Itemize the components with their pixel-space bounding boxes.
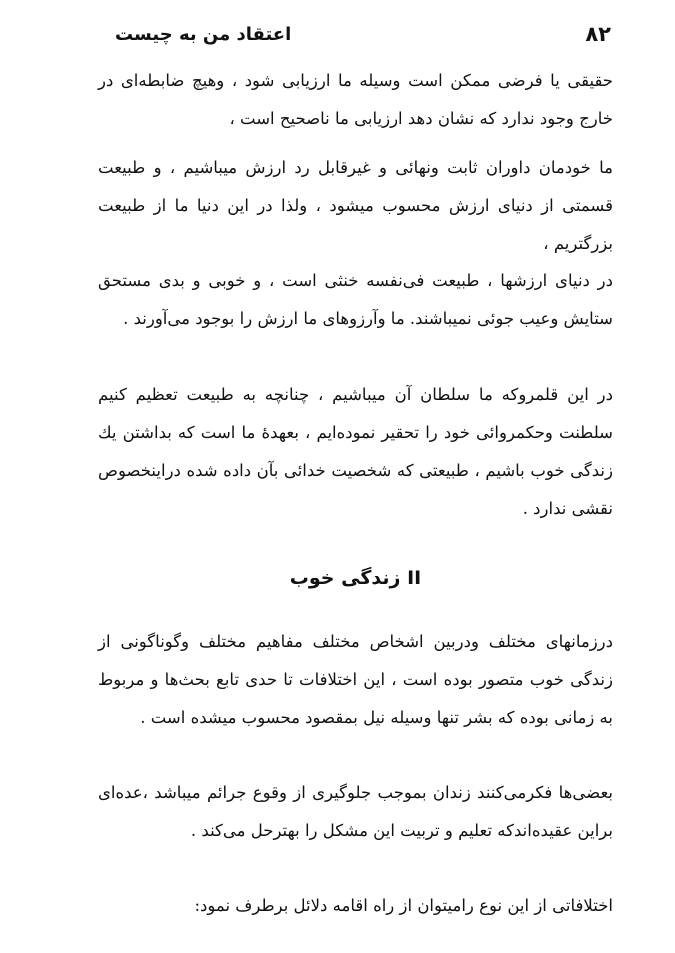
paragraph-1 xyxy=(98,62,613,138)
paragraph-text: اختلافاتی از این نوع رامیتوان از راه اقامه دلائل برطرف نمود: xyxy=(194,896,613,915)
page-header xyxy=(115,18,611,50)
running-title: اعتقاد من به چیست xyxy=(115,23,292,45)
paragraph-text: در این قلمروکه ما سلطان آن میباشیم ، چنانچه به طبیعت تعظیم کنیم سلطنت وحکمروائی خود را تحقیر نموده‌ایم ، بعهدهٔ ما است که بداشتن یك زندگی خوب باشیم ، طبیعتی که شخصیت خدائی بآن داده شده دراینخصوص نقشی ندارد . xyxy=(98,385,613,518)
paragraph-text: درزمانهای مختلف ودربین اشخاص مختلف مفاهیم مختلف وگوناگونی از زندگی خوب متصور بوده است ، این اختلافات تا حدی تابع بحث‌ها و مربوط به زمانی بوده که بشر تنها وسیله نیل بمقصود محسوب میشده است . xyxy=(98,632,613,727)
paragraph-2 xyxy=(98,149,613,263)
paragraph-3 xyxy=(98,262,613,338)
paragraph-6 xyxy=(98,774,613,850)
section-numeral: II xyxy=(407,567,422,589)
paragraph-text: بعضی‌ها فکرمی‌کنند زندان بموجب جلوگیری از وقوع جرائم میباشد ،عده‌ای براین عقیده‌اندکه تعلیم و تربیت این مشکل را بهترحل می‌کند . xyxy=(98,783,613,840)
paragraph-7 xyxy=(98,887,613,925)
page-number: ۸۲ xyxy=(585,22,611,46)
paragraph-text: حقیقی یا فرضی ممکن است وسیله ما ارزیابی شود ، وهیچ ضابطه‌ای در خارج وجود ندارد که نشان دهد ارزیابی ما ناصحیح است ، xyxy=(98,71,613,128)
paragraph-4 xyxy=(98,376,613,528)
paragraph-text: ما خودمان داوران ثابت ونهائی و غیرقابل رد ارزش میباشیم ، و طبیعت قسمتی از دنیای ارزش محسوب میشود ، ولذا در این دنیا ما از طبیعت بزرگتریم ، xyxy=(98,158,613,253)
section-heading xyxy=(98,560,613,596)
paragraph-text: در دنیای ارزشها ، طبیعت فی‌نفسه خنثی است ، و خوبی و بدی مستحق ستایش وعیب جوئی نمیباشند. ما وآرزوهای ما ارزش را بوجود می‌آورند . xyxy=(98,271,613,328)
section-title: زندگی خوب xyxy=(289,567,401,589)
paragraph-5 xyxy=(98,623,613,737)
